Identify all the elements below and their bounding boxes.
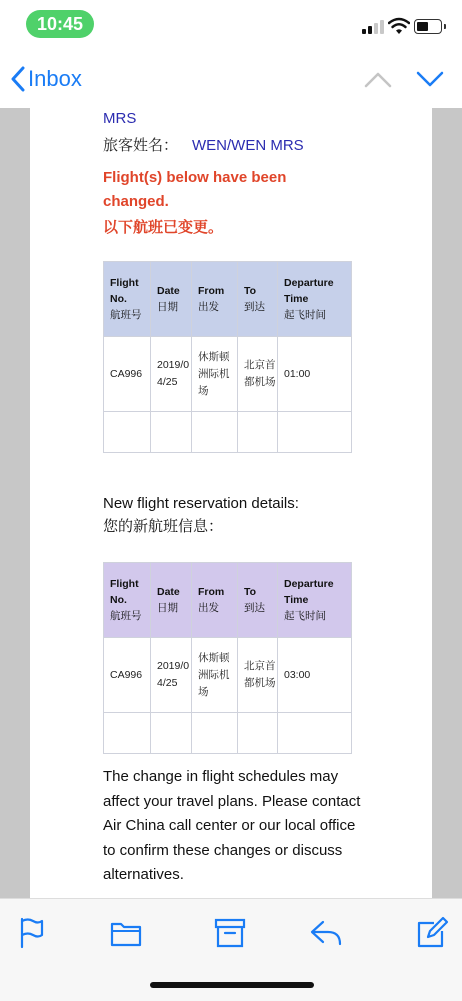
to-cell: 北京首都机场	[238, 337, 278, 412]
flag-icon	[14, 915, 50, 951]
reply-button[interactable]	[308, 915, 344, 951]
flag-button[interactable]	[14, 915, 50, 951]
from-cell: 休斯顿洲际机场	[192, 337, 238, 412]
back-to-inbox-button[interactable]	[10, 64, 82, 94]
archive-icon	[212, 915, 248, 951]
new-details-en: New flight reservation details:	[103, 495, 299, 512]
battery-icon	[414, 19, 442, 34]
table-header-row	[104, 563, 352, 638]
flight-no-cell: CA996	[104, 337, 151, 412]
folder-icon	[108, 915, 144, 951]
next-message-icon[interactable]	[414, 66, 446, 92]
table-row	[104, 337, 352, 412]
header-from: From 出发	[192, 262, 238, 337]
status-time[interactable]: 10:45	[26, 10, 94, 38]
reply-icon	[308, 915, 344, 951]
header-to: To 到达	[238, 262, 278, 337]
mail-nav-bar	[0, 50, 462, 109]
passenger-label: 旅客姓名：	[103, 137, 179, 154]
chevron-left-icon	[10, 66, 26, 92]
departure-cell: 01:00	[278, 337, 352, 412]
move-to-folder-button[interactable]	[108, 915, 144, 951]
header-to: To 到达	[238, 563, 278, 638]
new-flight-table	[103, 562, 352, 754]
home-indicator[interactable]	[150, 982, 314, 988]
header-departure-time: Departure Time 起飞时间	[278, 563, 352, 638]
departure-cell: 03:00	[278, 638, 352, 713]
passenger-title-overflow: MRS	[103, 110, 137, 127]
cellular-signal-icon	[362, 20, 384, 34]
previous-message-icon[interactable]	[362, 66, 394, 92]
passenger-name-line	[103, 134, 304, 155]
header-departure-time: Departure Time 起飞时间	[278, 262, 352, 337]
date-cell: 2019/04/25	[151, 337, 192, 412]
compose-icon	[414, 915, 450, 951]
from-cell: 休斯顿洲际机场	[192, 638, 238, 713]
archive-button[interactable]	[212, 915, 248, 951]
new-details-heading	[103, 492, 299, 538]
header-date: Date 日期	[151, 262, 192, 337]
date-cell: 2019/04/25	[151, 638, 192, 713]
message-scroll-area[interactable]	[0, 108, 462, 898]
table-header-row	[104, 262, 352, 337]
table-row-empty	[104, 713, 352, 754]
flight-changed-heading-cn: 以下航班已变更。	[103, 219, 224, 236]
header-from: From 出发	[192, 563, 238, 638]
flight-changed-heading: Flight(s) below have been changed.	[103, 169, 287, 210]
to-cell: 北京首都机场	[238, 638, 278, 713]
back-label: Inbox	[28, 66, 82, 91]
status-bar	[0, 0, 462, 50]
email-body	[30, 108, 432, 898]
passenger-name: WEN/WEN MRS	[192, 137, 304, 154]
wifi-icon	[388, 17, 410, 35]
schedule-change-notice: The change in flight schedules may affect your travel plans. Please contact Air China call center or our local office to confirm these changes or discuss alternatives.	[103, 768, 361, 883]
original-flight-table	[103, 261, 352, 453]
table-row	[104, 638, 352, 713]
new-details-cn: 您的新航班信息：	[103, 518, 224, 535]
header-flight-no: Flight No. 航班号	[104, 262, 151, 337]
header-date: Date 日期	[151, 563, 192, 638]
compose-button[interactable]	[414, 915, 450, 951]
table-row-empty	[104, 412, 352, 453]
header-flight-no: Flight No. 航班号	[104, 563, 151, 638]
flight-no-cell: CA996	[104, 638, 151, 713]
